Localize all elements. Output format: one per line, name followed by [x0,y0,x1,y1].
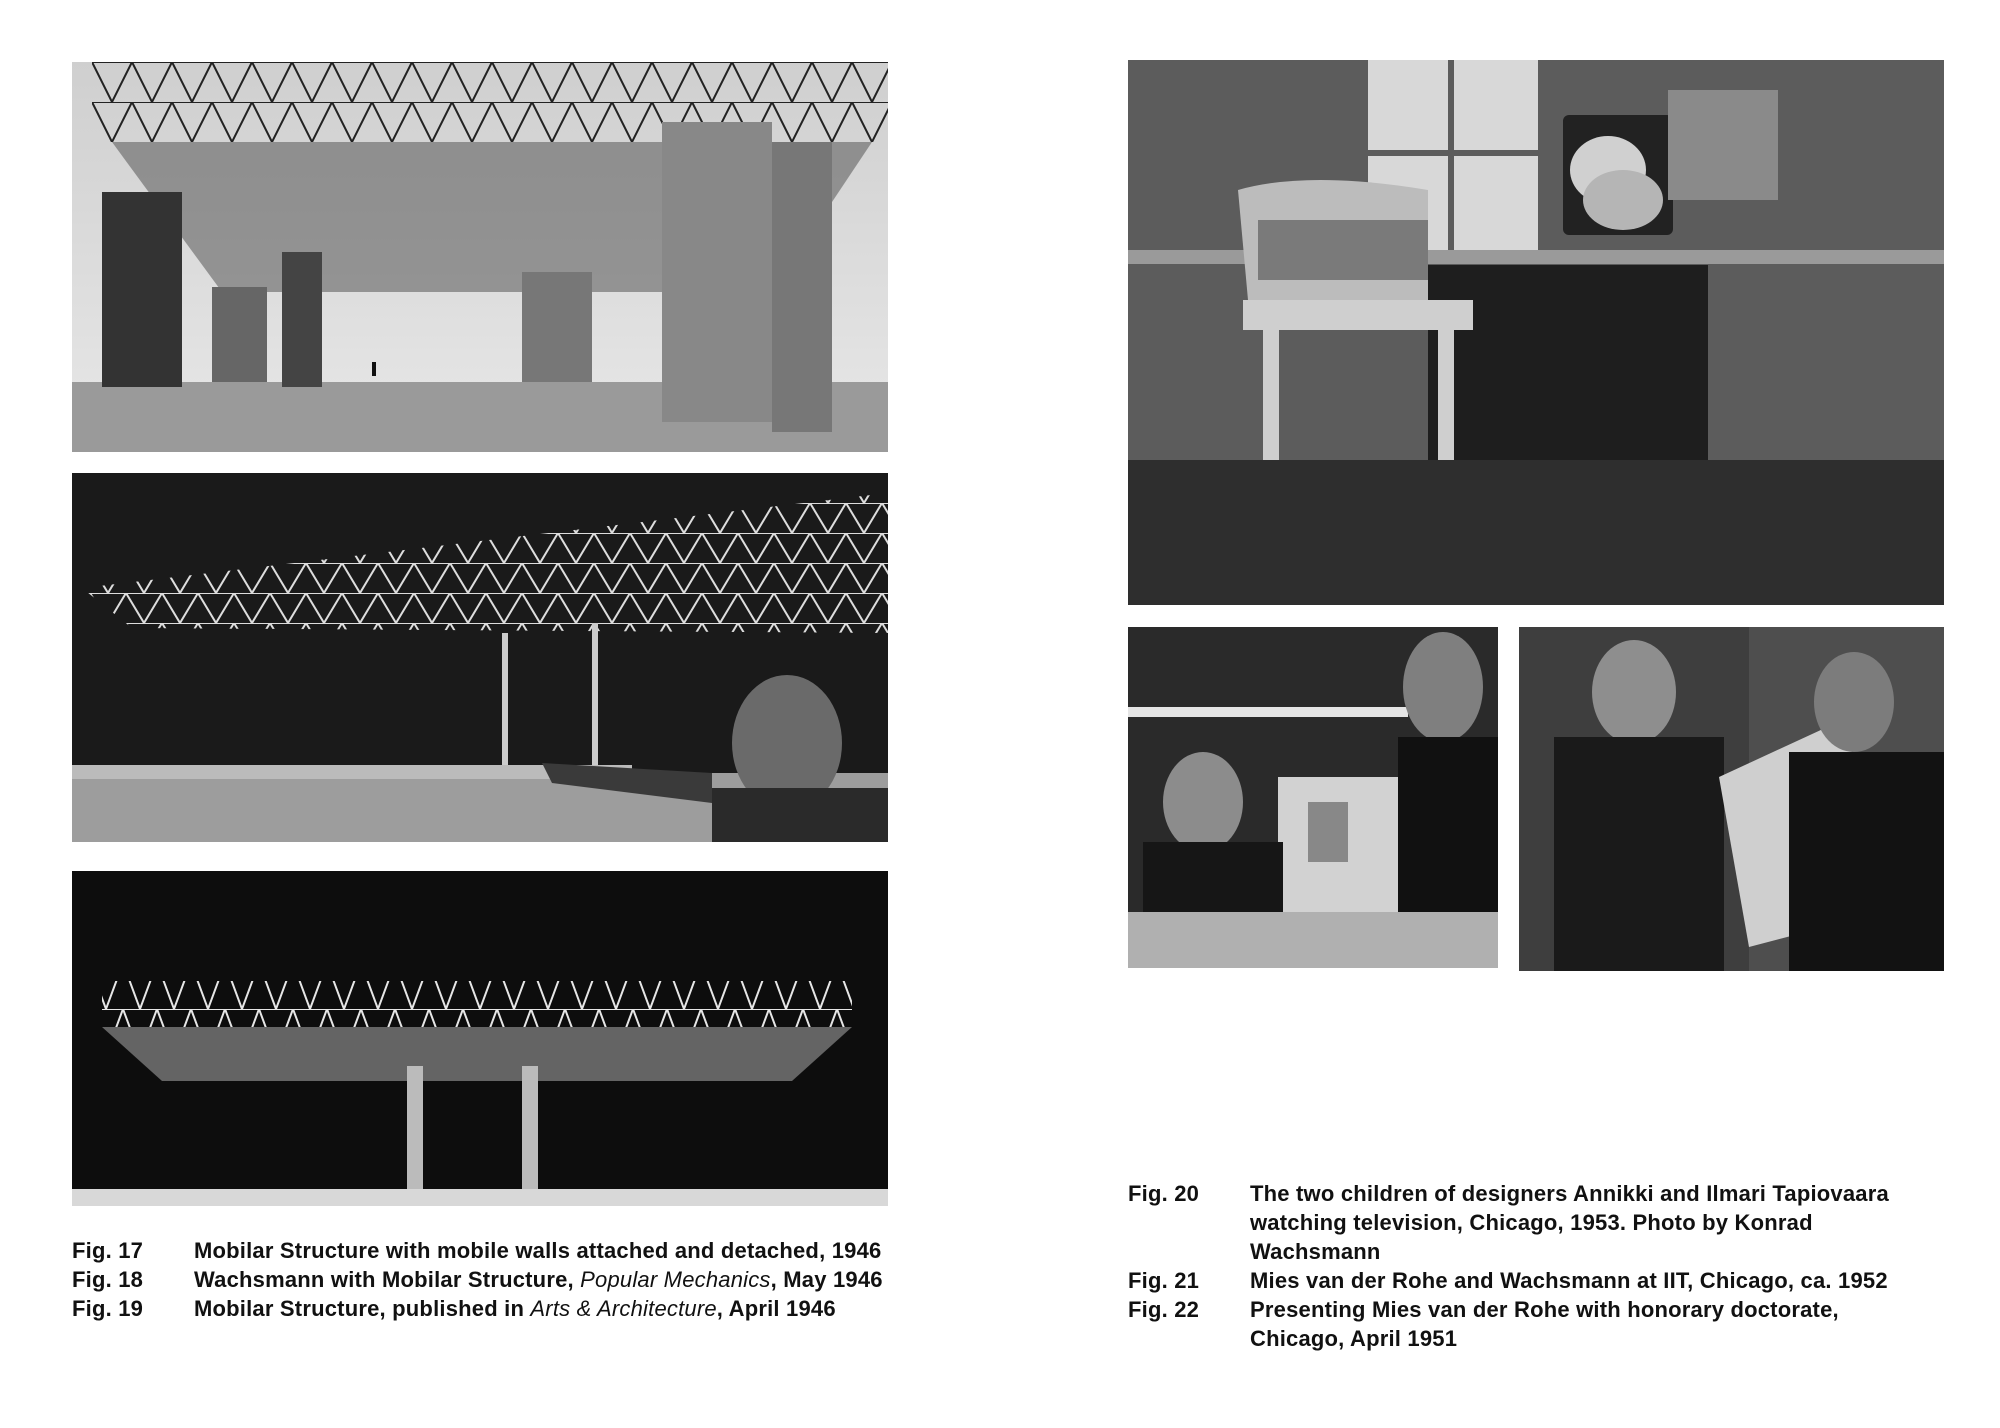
caption-fig-number: Fig. 22 [1128,1297,1200,1322]
photo-fig-22 [1519,627,1944,971]
caption-fig-17 [72,1236,892,1265]
photo-fig-17 [72,62,888,452]
caption-fig-19 [72,1294,892,1323]
caption-fig-number: Fig. 17 [72,1238,144,1263]
right-captions [1128,1179,1928,1353]
caption-fig-number: Fig. 19 [72,1296,144,1321]
caption-text: Mobilar Structure, published in Arts & Architecture, April 1946 [194,1296,836,1321]
photo-fig-21 [1128,627,1498,968]
caption-fig-18 [72,1265,892,1294]
caption-fig-20 [1128,1179,1928,1266]
caption-fig-number: Fig. 20 [1128,1181,1200,1206]
photo-fig-18 [72,473,888,842]
photo-fig-20 [1128,60,1944,605]
left-captions [72,1236,892,1323]
caption-text: Mobilar Structure with mobile walls attached and detached, 1946 [194,1238,882,1263]
caption-fig-number: Fig. 21 [1128,1268,1200,1293]
caption-text: Presenting Mies van der Rohe with honorary doctorate, Chicago, April 1951 [1250,1297,1839,1351]
caption-fig-22 [1128,1295,1928,1353]
caption-fig-21 [1128,1266,1928,1295]
caption-text: Wachsmann with Mobilar Structure, Popular Mechanics, May 1946 [194,1267,883,1292]
caption-fig-number: Fig. 18 [72,1267,144,1292]
caption-text: The two children of designers Annikki and Ilmari Tapiovaara watching television, Chicago, 1953. Photo by Konrad Wachsmann [1250,1181,1889,1264]
photo-fig-19 [72,871,888,1206]
caption-text: Mies van der Rohe and Wachsmann at IIT, Chicago, ca. 1952 [1250,1268,1888,1293]
